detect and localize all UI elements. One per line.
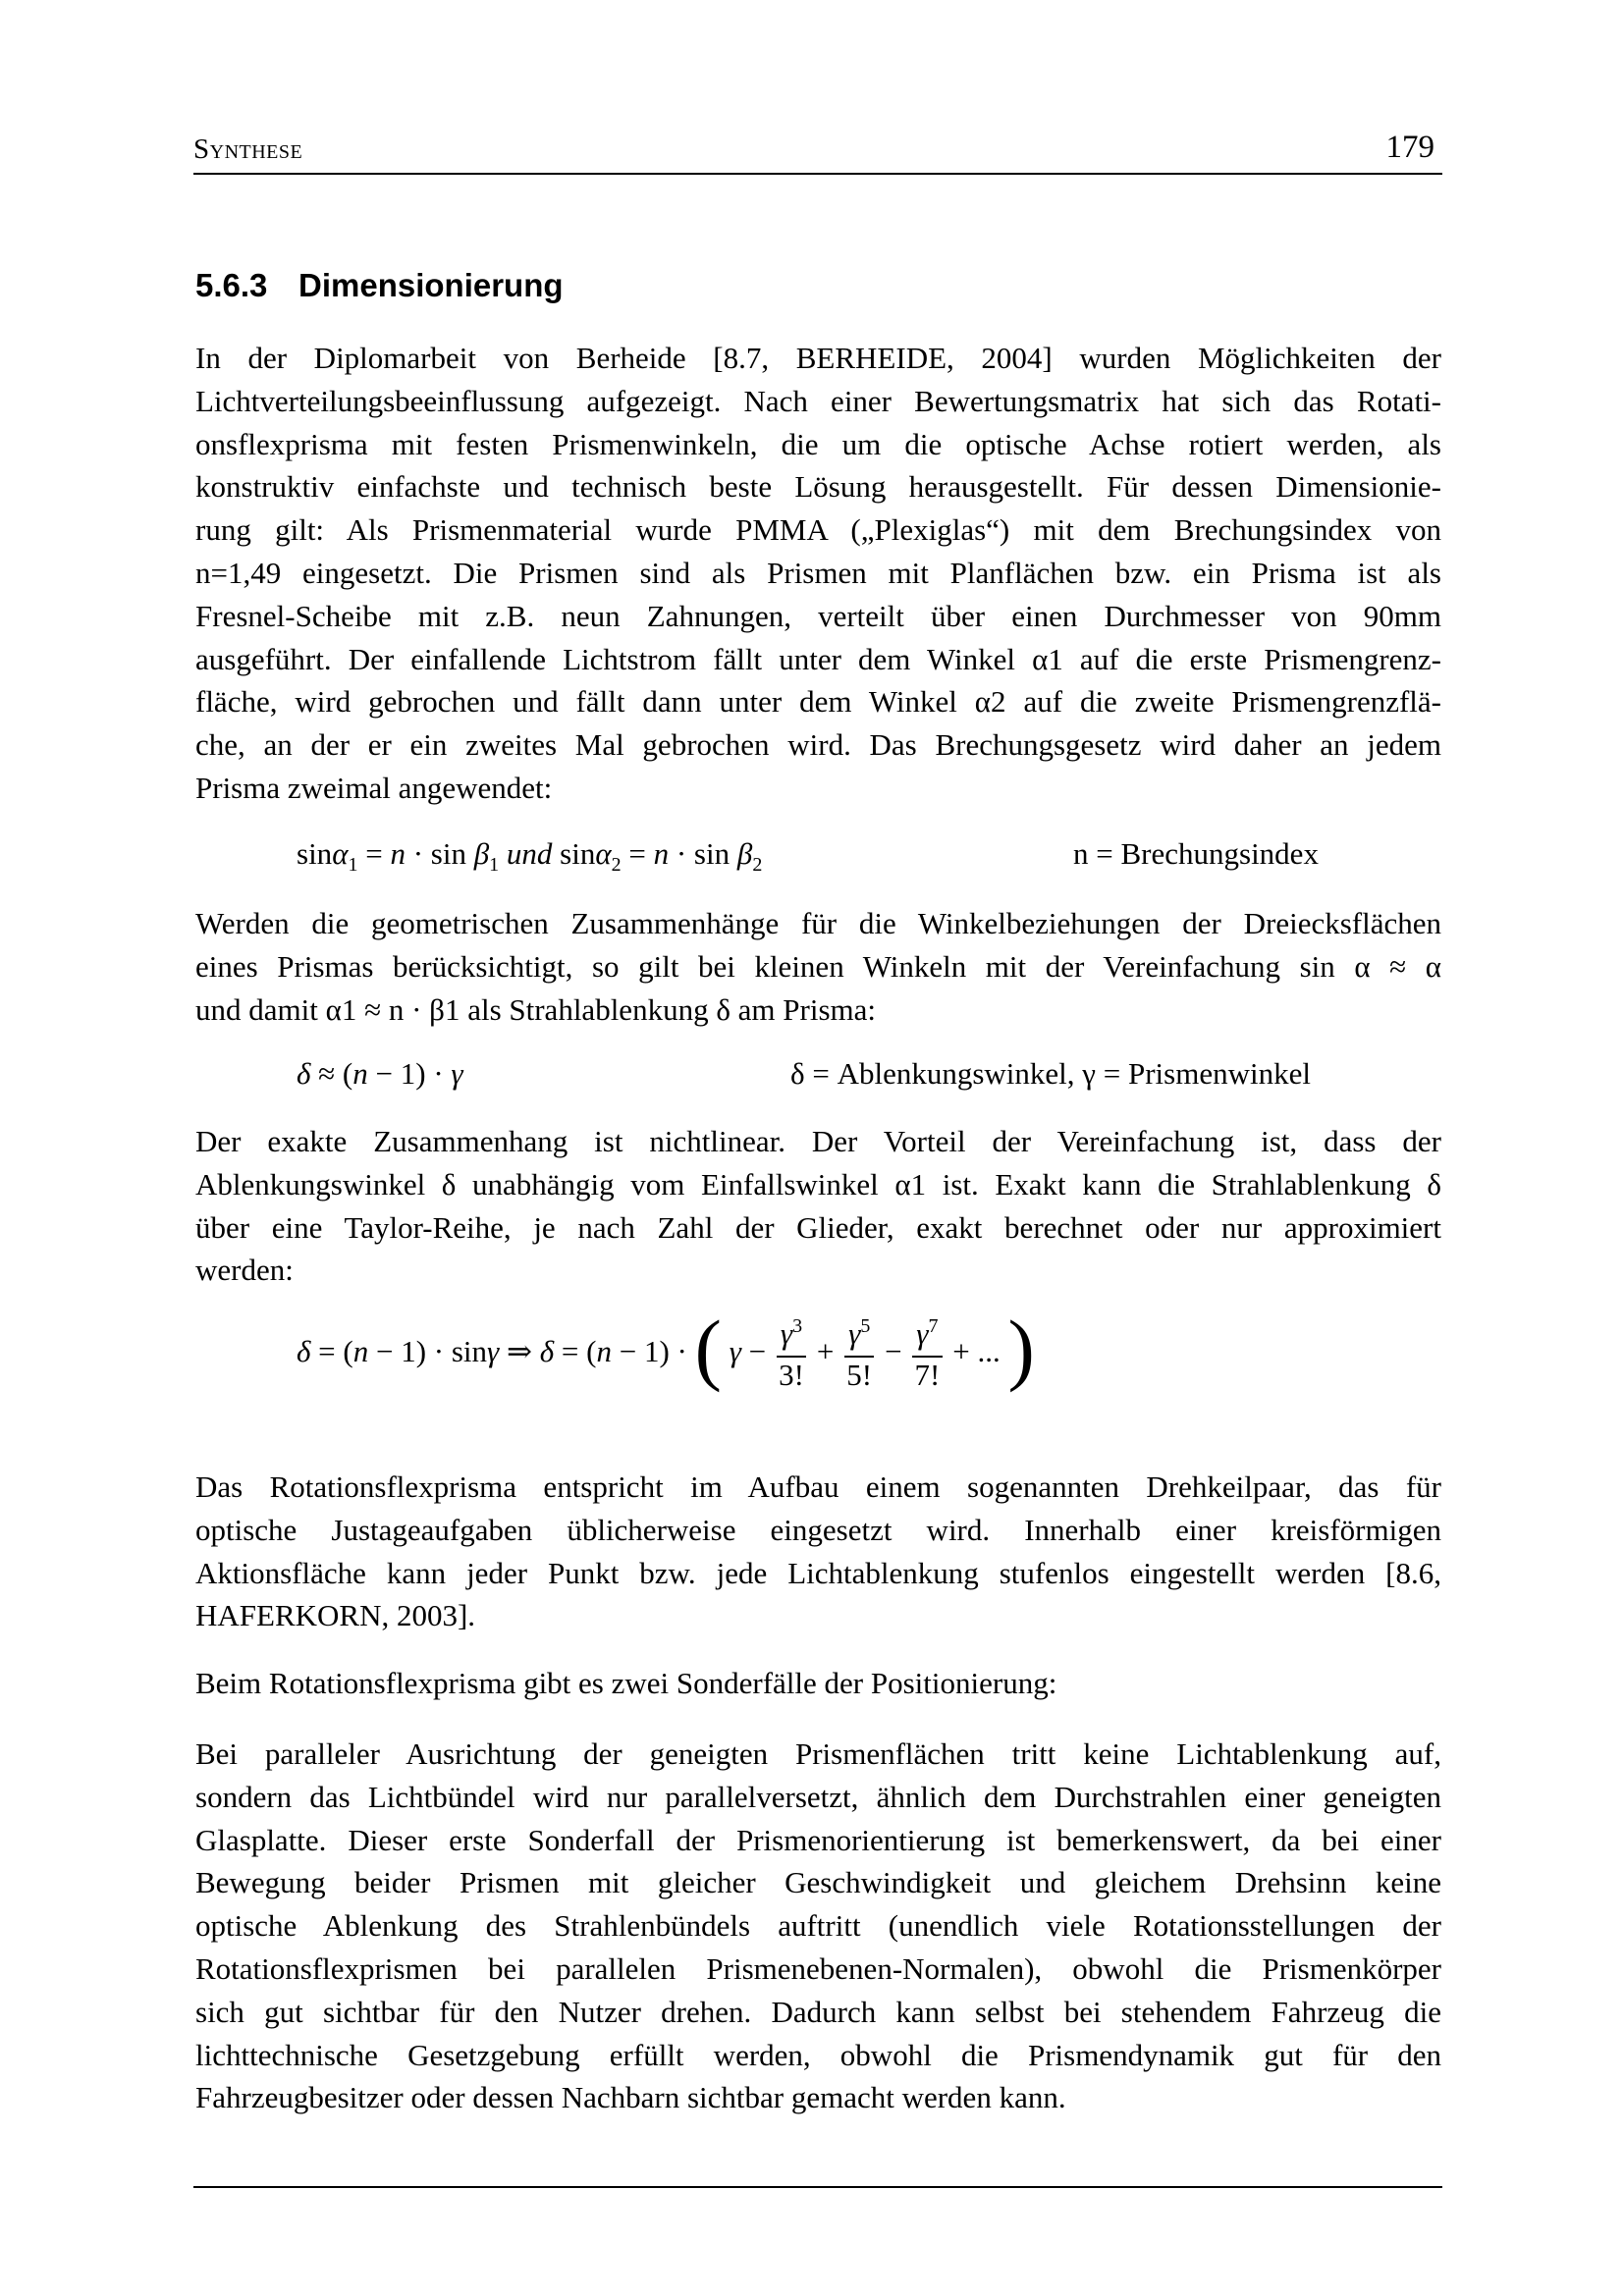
paragraph-2: Werden die geometrischen Zusammenhänge für die Winkelbeziehungen der Dreiecksflächen eines Prismas berücksichtigt, so gilt bei kleinen Winkeln mit der Vereinfachung sin α ≈ α und damit α1 ≈ n · β1 als Strahlablenkung δ am Prisma: [195,906,1441,1027]
equation-taylor-series: δ = (n − 1) · sinγ ⇒ δ = (n − 1) · ( γ − $\frac{\gamma^3}{3!}$ + $\frac{\gamma^5}{5!}$ − $\frac{\gamma^7}{7!}$ + ... ) [297,1304,1035,1393]
section-heading [195,267,564,304]
paragraph-5: Beim Rotationsflexprisma gibt es zwei Sonderfälle der Positionierung: [195,1666,1057,1700]
equation-snell: $\sin\alpha_1 = n \cdot \sin \beta_1$ und $\sin\alpha_2 = n \cdot \sin \beta_2$ [297,836,763,876]
running-head: Synthese [193,133,303,165]
footer-rule [193,2186,1442,2188]
section-title: Dimensionierung [298,267,564,303]
paragraph-6: Bei paralleler Ausrichtung der geneigten Prismenflächen tritt keine Lichtablenkung auf, sondern das Lichtbündel wird nur parallelversetzt, ähnlich dem Durchstrahlen einer geneigten Glasplatte. Dieser erste Sonderfall der Prismenorientierung ist bemerkenswert, da bei einer Bewegung beider Prismen mit gleicher Geschwindigkeit und gleichem Drehsinn keine optische Ablenkung des Strahlenbündels auftritt (unendlich viele Rotationsstellungen der Rotationsflexprismen bei parallelen Prismenebenen-Normalen), obwohl die Prismenkörper sich gut sichtbar für den Nutzer drehen. Dadurch kann selbst bei stehendem Fahrzeug die lichttechnische Gesetzgebung erfüllt werden, obwohl die Prismendynamik gut für den Fahrzeugbesitzer oder dessen Nachbarn sichtbar gemacht werden kann. [195,1736,1441,2115]
paragraph-1: In der Diplomarbeit von Berheide [8.7, BERHEIDE, 2004] wurden Möglichkeiten der Lichtverteilungsbeeinflussung aufgezeigt. Nach einer Bewertungsmatrix hat sich das Rotati- onsflexprisma mit festen Prismenwinkeln, die um die optische Achse rotiert werden, als konstruktiv einfachste und technisch beste Lösung herausgestellt. Für dessen Dimensionie- rung gilt: Als Prismenmaterial wurde PMMA („Plexiglas“) mit dem Brechungsindex von n=1,49 eingesetzt. Die Prismen sind als Prismen mit Planflächen bzw. ein Prisma ist als Fresnel-Scheibe mit z.B. neun Zahnungen, verteilt über einen Durchmesser von 90mm ausgeführt. Der einfallende Lichtstrom fällt unter dem Winkel α1 auf die erste Prismengrenz- fläche, wird gebrochen und fällt dann unter dem Winkel α2 auf die zweite Prismengrenzflä- che, an der er ein zweites Mal gebrochen wird. Das Brechungsgesetz wird daher an jedem Prisma zweimal angewendet: [195,341,1441,805]
section-number: 5.6.3 [195,267,268,303]
paragraph-3: Der exakte Zusammenhang ist nichtlinear. Der Vorteil der Vereinfachung ist, dass der Ablenkungswinkel δ unabhängig vom Einfallswinkel α1 ist. Exakt kann die Strahlablenkung δ über eine Taylor-Reihe, je nach Zahl der Glieder, exakt berechnet oder nur approximiert werden: [195,1124,1441,1288]
page-header [193,130,1442,175]
equation-snell-legend: n = Brechungsindex [1073,836,1319,871]
equation-approximation: δ ≈ (n − 1) · γ [297,1056,463,1091]
equation-approximation-legend: δ = Ablenkungswinkel, γ = Prismenwinkel [790,1056,1311,1091]
page-number: 179 [1385,130,1434,165]
paragraph-4: Das Rotationsflexprisma entspricht im Aufbau einem sogenannten Drehkeilpaar, das für optische Justageaufgaben üblicherweise eingesetzt wird. Innerhalb einer kreisförmigen Aktionsfläche kann jeder Punkt bzw. jede Lichtablenkung stufenlos eingestellt werden [8.6, HAFERKORN, 2003]. [195,1469,1441,1633]
